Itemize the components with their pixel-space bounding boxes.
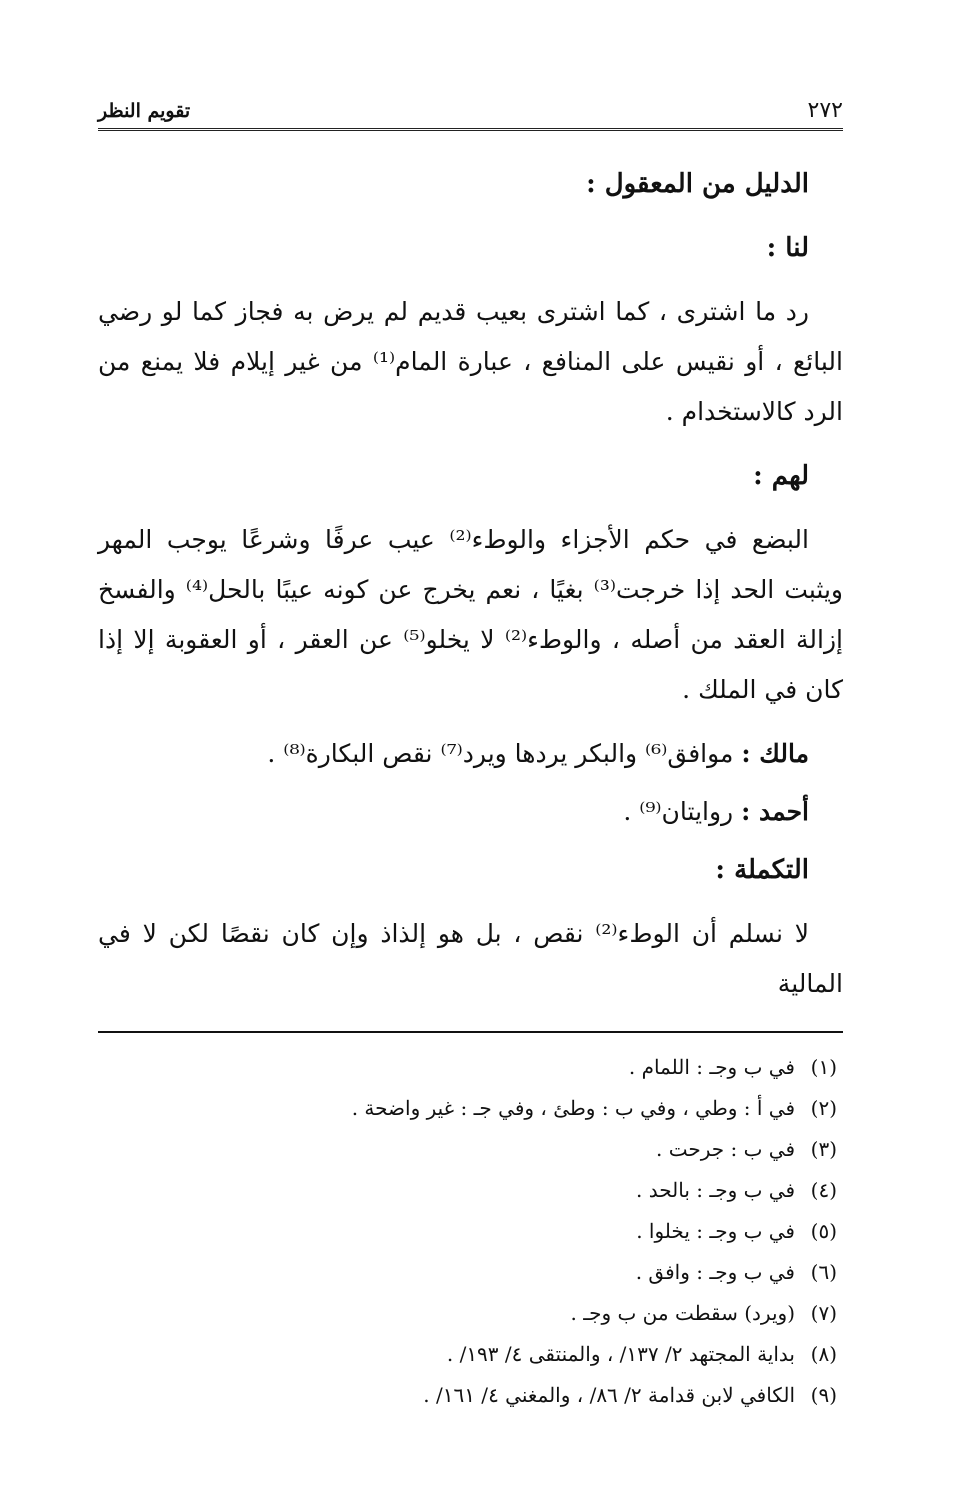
heading-for-us: لنا : — [766, 233, 809, 263]
footnote-item — [98, 1252, 837, 1293]
footnote-number: (٥) — [810, 1219, 837, 1243]
footnote-text: بداية المجتهد ٢/ ١٣٧/ ، والمنتقى ٤/ ١٩٣/ . — [446, 1342, 795, 1366]
footnote-text: (ويرد) سقطت من ب وجـ . — [570, 1301, 795, 1325]
footnote-number: (٦) — [810, 1260, 837, 1284]
footnote-item — [98, 1334, 837, 1375]
running-header — [98, 88, 843, 131]
footnote-item — [98, 1375, 837, 1416]
footnote-text: في ب وجـ : بالحد . — [636, 1178, 795, 1202]
footnote-text: في أ : وطي ، وفي ب : وطئ ، وفي جـ : غير واضحة . — [351, 1096, 795, 1120]
footnote-number: (٤) — [810, 1178, 837, 1202]
footnote-number: (٧) — [810, 1301, 837, 1325]
footnote-item — [98, 1088, 837, 1129]
footnote-text: الكافي لابن قدامة ٢/ ٨٦/ ، والمغني ٤/ ١٦١/ . — [423, 1383, 795, 1407]
heading-completion: التكملة : — [715, 855, 809, 885]
malik-name: مالك : — [741, 739, 809, 768]
heading-for-them: لهم : — [753, 461, 809, 491]
footnote-text: في ب وجـ : يخلوا . — [636, 1219, 795, 1243]
footnote-item — [98, 1170, 837, 1211]
footnote-number: (٣) — [810, 1137, 837, 1161]
paragraph-completion: لا نسلم أن الوطء⁽²⁾ نقص ، بل هو إلذاذ وإن كان نقصًا لكن لا في المالية — [98, 919, 843, 998]
footnote-number: (١) — [810, 1055, 837, 1079]
footnote-separator — [98, 1031, 843, 1033]
malik-opinion: موافق⁽⁶⁾ والبكر يردها ويرد⁽⁷⁾ نقص البكارة⁽⁸⁾ . — [267, 739, 734, 768]
ahmad-opinion: روايتان⁽⁹⁾ . — [623, 797, 734, 826]
footnote-item — [98, 1047, 837, 1088]
paragraph-their-argument: البضع في حكم الأجزاء والوطء⁽²⁾ عيب عرفًا وشرعًا يوجب المهر ويثبت الحد إذا خرجت⁽³⁾ بغيًا ، نعم يخرج عن كونه عيبًا بالحل⁽⁴⁾ والفسخ إزالة العقد من أصله ، والوطء⁽²⁾ لا يخلو⁽⁵⁾ عن العقر ، أو العقوبة إلا إذا كان في الملك . — [98, 525, 843, 704]
ahmad-name: أحمد : — [741, 797, 809, 826]
opinion-ahmad — [98, 787, 843, 837]
book-page — [98, 88, 843, 1407]
footnote-text: في ب وجـ : وافق . — [635, 1260, 795, 1284]
footnote-item — [98, 1293, 837, 1334]
footnotes-list — [98, 1047, 843, 1416]
page-number: ٢٧٢ — [807, 98, 843, 123]
opinion-malik — [98, 729, 843, 779]
footnote-item — [98, 1211, 837, 1252]
paragraph-our-argument: رد ما اشترى ، كما اشترى بعيب قديم لم يرض به فجاز كما لو رضي البائع ، أو نقيس على المنافع ، عبارة المام⁽¹⁾ من غير إيلام فلا يمنع من الرد كالاستخدام . — [98, 297, 843, 426]
footnote-text: في ب : جرحت . — [656, 1137, 795, 1161]
footnote-number: (٨) — [810, 1342, 837, 1366]
main-text — [98, 159, 843, 1009]
book-title: تقويم النظر — [98, 100, 191, 122]
footnote-number: (٢) — [810, 1096, 837, 1120]
footnote-text: في ب وجـ : اللمام . — [628, 1055, 795, 1079]
footnote-number: (٩) — [810, 1383, 837, 1407]
footnote-item — [98, 1129, 837, 1170]
heading-rational-evidence: الدليل من المعقول : — [586, 169, 809, 199]
